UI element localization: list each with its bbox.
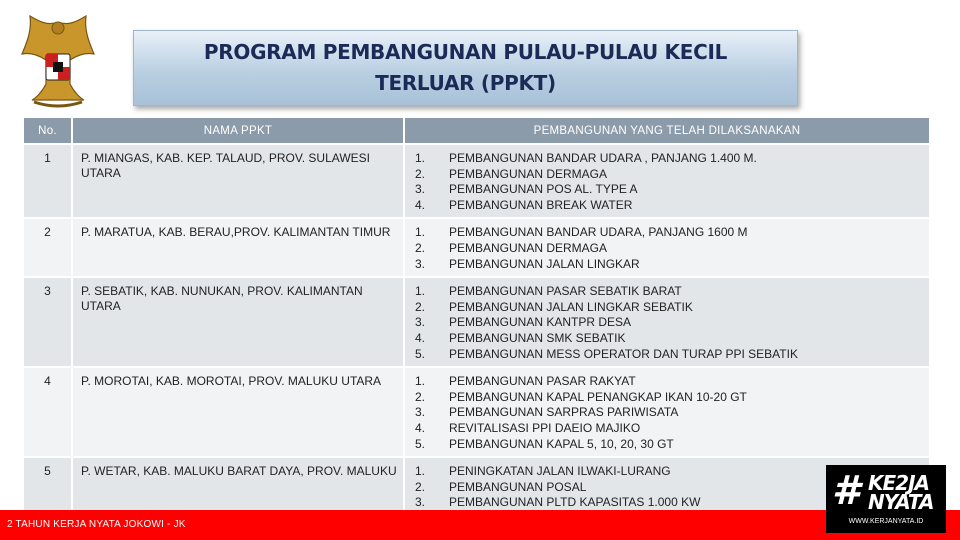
activity-item — [415, 300, 923, 316]
activity-number: 2. — [415, 299, 426, 314]
table-row — [24, 277, 929, 367]
activity-number: 4. — [415, 330, 426, 345]
table-row — [24, 457, 929, 515]
activity-number: 2. — [415, 479, 426, 494]
activity-item — [415, 225, 923, 241]
activity-item — [415, 182, 923, 198]
row-number: 2 — [24, 218, 72, 277]
header-no: No. — [24, 118, 72, 144]
activity-item — [415, 331, 923, 347]
activity-text: PEMBANGUNAN PASAR SEBATIK BARAT — [449, 284, 682, 299]
row-number: 3 — [24, 277, 72, 367]
activity-number: 1. — [415, 284, 426, 299]
title-line-1: PROGRAM PEMBANGUNAN PULAU-PULAU KECIL — [203, 40, 728, 64]
activity-text: PEMBANGUNAN BANDAR UDARA, PANJANG 1600 M — [449, 225, 748, 240]
row-activities — [404, 218, 929, 277]
activity-number: 1. — [415, 374, 426, 389]
activity-text: PENINGKATAN JALAN ILWAKI-LURANG — [449, 464, 671, 479]
title-banner — [133, 30, 798, 106]
activity-text: PEMBANGUNAN SMK SEBATIK — [449, 330, 626, 345]
activity-item — [415, 198, 923, 214]
activity-item — [415, 257, 923, 273]
table-header-row — [24, 118, 929, 144]
header-nama: NAMA PPKT — [72, 118, 404, 144]
row-name: P. MIANGAS, KAB. KEP. TALAUD, PROV. SULAWESI UTARA — [72, 144, 404, 218]
activity-number: 1. — [415, 151, 426, 165]
activity-text: PEMBANGUNAN POSAL — [449, 479, 587, 494]
activity-item — [415, 315, 923, 331]
table-row — [24, 144, 929, 218]
activity-number: 4. — [415, 420, 426, 435]
activity-text: PEMBANGUNAN JALAN LINGKAR — [449, 256, 640, 271]
activity-number: 5. — [415, 346, 426, 361]
activity-text: PEMBANGUNAN PASAR RAKYAT — [449, 374, 636, 389]
garuda-emblem-icon — [18, 14, 98, 114]
activity-item — [415, 405, 923, 421]
logo-line-1: KE2JA — [868, 471, 929, 495]
row-number: 5 — [24, 457, 72, 515]
activity-item — [415, 347, 923, 363]
activity-item — [415, 151, 923, 167]
activity-text: PEMBANGUNAN JALAN LINGKAR SEBATIK — [449, 299, 693, 314]
activity-text: PEMBANGUNAN POS AL. TYPE A — [449, 182, 638, 197]
activity-number: 3. — [415, 315, 426, 330]
activity-number: 3. — [415, 495, 426, 510]
logo-hash: # — [832, 468, 860, 514]
activity-item — [415, 421, 923, 437]
title-line-2: TERLUAR (PPKT) — [375, 71, 556, 95]
activity-item — [415, 241, 923, 257]
activity-number: 3. — [415, 182, 426, 197]
row-activities — [404, 367, 929, 457]
activity-item — [415, 284, 923, 300]
row-name: P. SEBATIK, KAB. NUNUKAN, PROV. KALIMANTAN UTARA — [72, 277, 404, 367]
footer-bar — [0, 510, 960, 540]
activity-number: 1. — [415, 225, 426, 240]
row-activities — [404, 144, 929, 218]
activity-number: 3. — [415, 256, 426, 271]
activity-text: PEMBANGUNAN DERMAGA — [449, 240, 608, 255]
activity-text: PEMBANGUNAN DERMAGA — [449, 166, 608, 181]
activity-text: PEMBANGUNAN KAPAL 5, 10, 20, 30 GT — [449, 436, 674, 451]
activity-number: 2. — [415, 389, 426, 404]
activity-text: PEMBANGUNAN SARPRAS PARIWISATA — [449, 405, 679, 420]
row-number: 4 — [24, 367, 72, 457]
logo-line-2: NYATA — [868, 490, 934, 514]
page-title — [204, 37, 727, 99]
footer-text: 2 TAHUN KERJA NYATA JOKOWI - JK — [7, 519, 186, 530]
activity-number: 3. — [415, 405, 426, 420]
table-row — [24, 218, 929, 277]
activity-number: 2. — [415, 166, 426, 181]
activity-text: REVITALISASI PPI DAEIO MAJIKO — [449, 420, 641, 435]
activity-number: 5. — [415, 436, 426, 451]
row-number: 1 — [24, 144, 72, 218]
kerja-nyata-logo — [826, 465, 946, 533]
row-activities — [404, 277, 929, 367]
activity-number: 1. — [415, 464, 426, 479]
activity-number: 2. — [415, 240, 426, 255]
activity-text: PEMBANGUNAN PLTD KAPASITAS 1.000 KW — [449, 495, 701, 510]
activity-item — [415, 390, 923, 406]
row-name: P. WETAR, KAB. MALUKU BARAT DAYA, PROV. MALUKU — [72, 457, 404, 515]
activity-number: 4. — [415, 197, 426, 212]
row-name: P. MOROTAI, KAB. MOROTAI, PROV. MALUKU UTARA — [72, 367, 404, 457]
activity-text: PEMBANGUNAN MESS OPERATOR DAN TURAP PPI SEBATIK — [449, 346, 798, 361]
activity-text: PEMBANGUNAN BANDAR UDARA , PANJANG 1.400 M. — [449, 151, 757, 165]
ppkt-table — [24, 118, 929, 515]
table-row — [24, 367, 929, 457]
activity-item — [415, 437, 923, 453]
activity-text: PEMBANGUNAN KAPAL PENANGKAP IKAN 10-20 GT — [449, 389, 747, 404]
activity-item — [415, 167, 923, 183]
logo-url: WWW.KERJANYATA.ID — [848, 518, 924, 525]
activity-text: PEMBANGUNAN BREAK WATER — [449, 197, 633, 212]
row-name: P. MARATUA, KAB. BERAU,PROV. KALIMANTAN TIMUR — [72, 218, 404, 277]
header-pembangunan: PEMBANGUNAN YANG TELAH DILAKSANAKAN — [404, 118, 929, 144]
activity-item — [415, 374, 923, 390]
activity-text: PEMBANGUNAN KANTPR DESA — [449, 315, 632, 330]
